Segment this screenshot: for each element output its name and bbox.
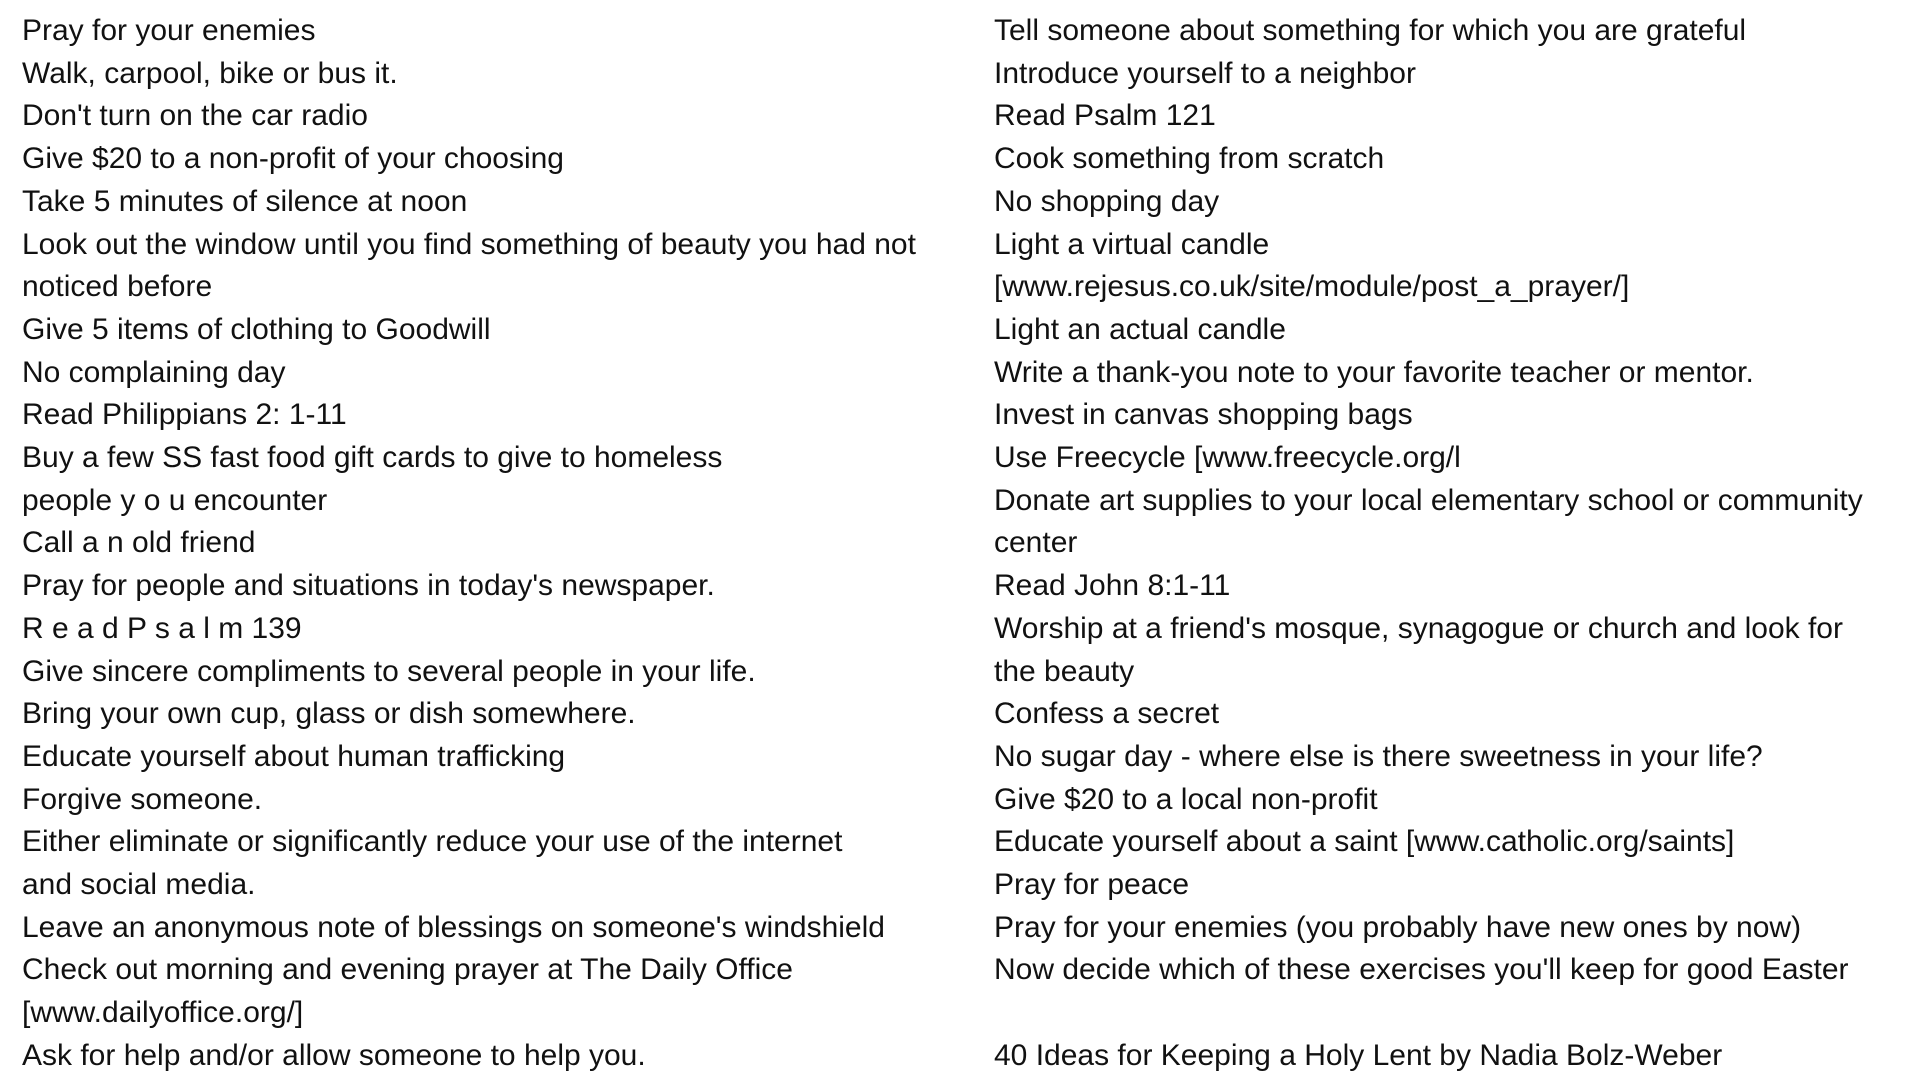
list-item: Buy a few SS fast food gift cards to give to homeless — [22, 441, 723, 475]
list-item: Call a n old friend — [22, 526, 256, 560]
list-item: Look out the window until you find something of beauty you had not — [22, 227, 916, 261]
footer-credit: 40 Ideas for Keeping a Holy Lent by Nadia Bolz-Weber — [994, 1038, 1723, 1072]
list-item: and social media. — [22, 868, 256, 902]
list-item: Pray for your enemies (you probably have new ones by now) — [994, 910, 1802, 944]
list-item: Give $20 to a non-profit of your choosing — [22, 142, 564, 176]
list-item: Read John 8:1-11 — [994, 569, 1231, 603]
list-item: Light a virtual candle — [994, 227, 1270, 261]
right-column — [994, 10, 1909, 1078]
list-item: Read Psalm 121 — [994, 99, 1216, 133]
list-item: [www.dailyoffice.org/] — [22, 996, 304, 1030]
list-item: Give $20 to a local non-profit — [994, 782, 1378, 816]
list-item: No sugar day - where else is there sweetness in your life? — [994, 739, 1763, 773]
list-item: Worship at a friend's mosque, synagogue or church and look for — [994, 611, 1843, 645]
list-item: Use Freecycle [www.freecycle.org/l — [994, 441, 1461, 475]
list-item: Write a thank-you note to your favorite teacher or mentor. — [994, 355, 1754, 389]
list-item: Forgive someone. — [22, 782, 263, 816]
list-item: Educate yourself about a saint [www.catholic.org/saints] — [994, 825, 1735, 859]
list-item: Leave an anonymous note of blessings on someone's windshield — [22, 910, 885, 944]
list-item: noticed before — [22, 270, 213, 304]
left-column — [22, 10, 972, 1078]
list-item: Give sincere compliments to several people in your life. — [22, 654, 756, 688]
list-item: people y o u encounter — [22, 483, 328, 517]
list-item: Pray for people and situations in today's newspaper. — [22, 569, 715, 603]
list-item: Check out morning and evening prayer at The Daily Office — [22, 953, 793, 987]
list-item: Ask for help and/or allow someone to help you. — [22, 1038, 646, 1072]
list-item: Pray for your enemies — [22, 14, 316, 47]
list-item: Now decide which of these exercises you'll keep for good Easter — [994, 953, 1849, 987]
list-item: Either eliminate or significantly reduce your use of the internet — [22, 825, 843, 859]
list-item: Invest in canvas shopping bags — [994, 398, 1413, 432]
list-item: Don't turn on the car radio — [22, 99, 368, 133]
list-item: center — [994, 526, 1078, 560]
list-item: Pray for peace — [994, 868, 1190, 902]
list-item: R e a d P s a l m 139 — [22, 611, 302, 645]
blank-line — [994, 992, 1909, 1035]
list-item: Introduce yourself to a neighbor — [994, 56, 1416, 90]
list-item: Tell someone about something for which you are grateful — [994, 14, 1747, 47]
list-item: Bring your own cup, glass or dish somewhere. — [22, 697, 636, 731]
list-item: [www.rejesus.co.uk/site/module/post_a_prayer/] — [994, 270, 1630, 304]
list-item: Light an actual candle — [994, 312, 1286, 346]
list-item: Cook something from scratch — [994, 142, 1385, 176]
list-item: Educate yourself about human trafficking — [22, 739, 566, 773]
list-item: Donate art supplies to your local elementary school or community — [994, 483, 1863, 517]
list-item: Give 5 items of clothing to Goodwill — [22, 312, 491, 346]
list-item: the beauty — [994, 654, 1135, 688]
list-item: No complaining day — [22, 355, 286, 389]
list-item: Confess a secret — [994, 697, 1220, 731]
list-item: Walk, carpool, bike or bus it. — [22, 56, 398, 90]
list-item: No shopping day — [994, 184, 1220, 218]
list-item: Read Philippians 2: 1-11 — [22, 398, 347, 432]
list-item: Take 5 minutes of silence at noon — [22, 184, 468, 218]
